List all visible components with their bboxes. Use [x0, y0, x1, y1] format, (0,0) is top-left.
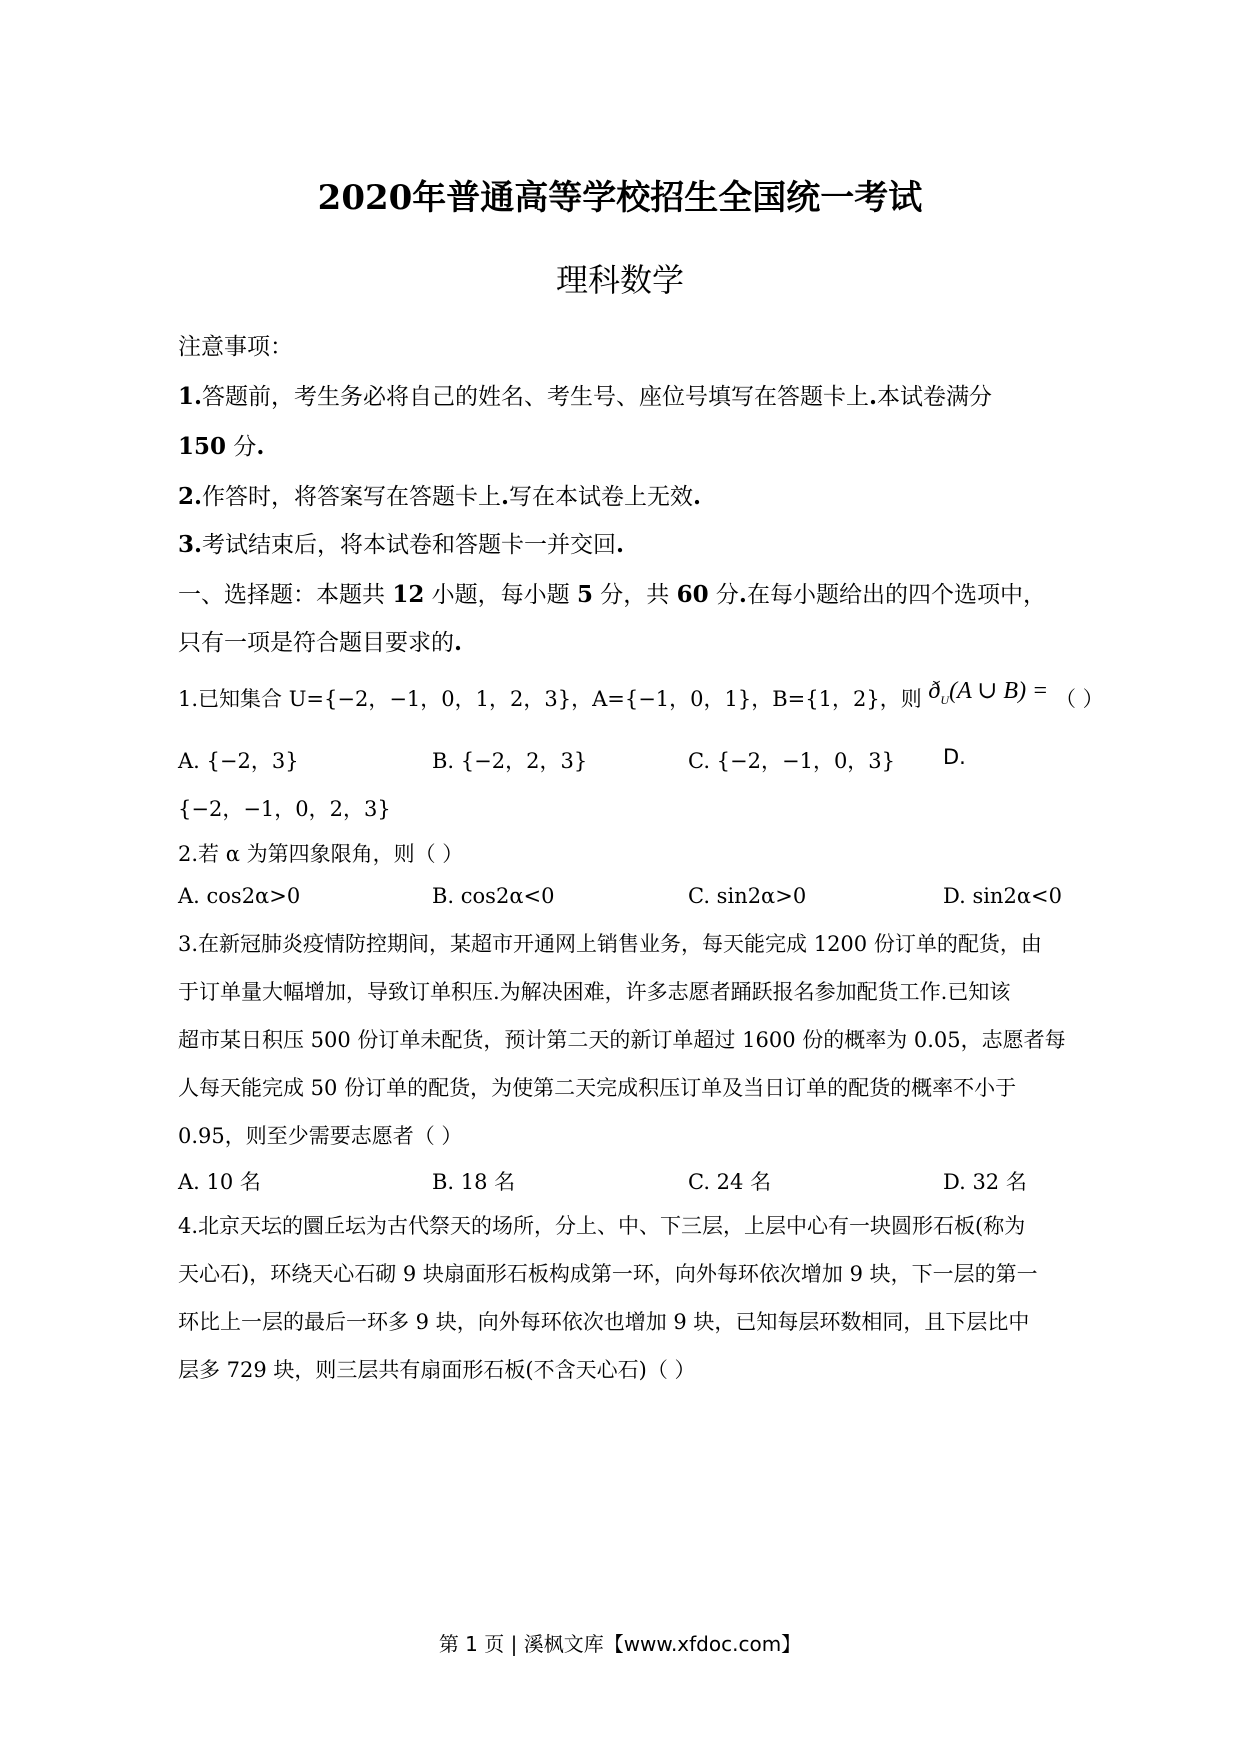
q1-formula-expression: (A ∪ B) = — [949, 678, 1049, 704]
q3-line-1: 3.在新冠肺炎疫情防控期间，某超市开通网上销售业务，每天能完成 1200 份订单的配货，由 — [178, 932, 1042, 956]
notice-item-2-text-b: 写在本试卷上无效 — [509, 484, 694, 510]
page-footer: 第 1 页 | 溪枫文库【www.xfdoc.com】 — [438, 1632, 802, 1656]
section-1-line-2-end: . — [454, 629, 463, 656]
notice-item-1-end: . — [256, 433, 265, 460]
q1-option-d: D. — [943, 745, 966, 769]
q4-line-4: 层多 729 块，则三层共有扇面形石板(不含天心石)（ ） — [178, 1358, 696, 1382]
section-1-line-2: 只有一项是符合题目要求的 — [178, 630, 454, 656]
notice-item-1-dot: . — [869, 383, 878, 410]
q1-answer-blank: （ ） — [1054, 687, 1104, 711]
q4-line-3: 环比上一层的最后一环多 9 块，向外每环依次也增加 9 块，已知每层环数相同，且下层比中 — [178, 1310, 1030, 1334]
section-1-text-e: 在每小题给出的四个选项中， — [746, 582, 1046, 608]
q1-option-d-value: {−2，−1，0，2，3} — [178, 797, 391, 821]
score-each: 5 — [576, 581, 593, 608]
notice-item-2-number: 2. — [178, 483, 203, 510]
notice-item-3 — [178, 526, 1078, 559]
score-unit: 分 — [226, 434, 257, 460]
q2-option-c: C. sin2α>0 — [688, 884, 807, 908]
notice-item-1-number: 1. — [178, 383, 203, 410]
notice-item-1-cont — [178, 428, 1078, 461]
notice-item-1-text-a: 答题前，考生务必将自己的姓名、考生号、座位号填写在答题卡上 — [202, 384, 870, 410]
section-1-text-a: 一、选择题：本题共 — [178, 582, 393, 608]
q2-stem: 2.若 α 为第四象限角，则（ ） — [178, 842, 464, 866]
q1-option-a: A. {−2，3} — [178, 749, 299, 773]
notice-item-3-end: . — [616, 531, 625, 558]
full-score: 150 — [178, 433, 227, 460]
section-1-text-b: 小题，每小题 — [424, 582, 577, 608]
q2-option-d: D. sin2α<0 — [943, 884, 1062, 908]
exam-subject: 理科数学 — [555, 261, 684, 299]
notice-item-2 — [178, 478, 1078, 511]
notice-item-2-text-a: 作答时，将答案写在答题卡上 — [202, 484, 502, 510]
section-1-heading — [178, 576, 1078, 609]
q3-option-b: B. 18 名 — [432, 1170, 516, 1194]
section-1-heading-cont — [178, 624, 1078, 657]
q3-line-2: 于订单量大幅增加，导致订单积压.为解决困难，许多志愿者踊跃报名参加配货工作.已知该 — [178, 980, 1011, 1004]
complement-subscript: U — [940, 692, 950, 707]
q2-option-b: B. cos2α<0 — [432, 884, 555, 908]
q4-line-1: 4.北京天坛的圜丘坛为古代祭天的场所，分上、中、下三层，上层中心有一块圆形石板(称为 — [178, 1214, 1026, 1238]
complement-symbol: ð — [928, 678, 941, 704]
q3-option-d: D. 32 名 — [943, 1170, 1027, 1194]
q3-option-c: C. 24 名 — [688, 1170, 772, 1194]
notice-item-3-text: 考试结束后，将本试卷和答题卡一并交回 — [202, 532, 617, 558]
exam-title: 2020年普通高等学校招生全国统一考试 — [317, 178, 923, 218]
notice-heading: 注意事项： — [178, 334, 293, 360]
q2-option-a: A. cos2α>0 — [178, 884, 301, 908]
section-1-text-d: 分 — [708, 582, 739, 608]
q1-stem-text: 1.已知集合 U={−2，−1，0，1，2，3}，A={−1，0，1}，B={1，2}，则 — [178, 687, 922, 711]
q3-option-a: A. 10 名 — [178, 1170, 261, 1194]
score-total: 60 — [676, 581, 709, 608]
question-count: 12 — [392, 581, 425, 608]
notice-item-2-end: . — [693, 483, 702, 510]
notice-item-3-number: 3. — [178, 531, 203, 558]
notice-item-1-text-b: 本试卷满分 — [877, 384, 993, 410]
q3-line-3: 超市某日积压 500 份订单未配货，预计第二天的新订单超过 1600 份的概率为 0.05，志愿者每 — [178, 1028, 1066, 1052]
section-1-dot: . — [738, 581, 747, 608]
notice-item-1 — [178, 378, 1078, 411]
section-1-text-c: 分，共 — [592, 582, 677, 608]
q1-formula — [928, 678, 1049, 707]
q1-stem — [178, 678, 1104, 716]
q1-option-c: C. {−2，−1，0，3} — [688, 749, 896, 773]
q4-line-2: 天心石)，环绕天心石砌 9 块扇面形石板构成第一环，向外每环依次增加 9 块，下一层的第一 — [178, 1262, 1038, 1286]
notice-item-2-dot: . — [501, 483, 510, 510]
q1-option-b: B. {−2，2，3} — [432, 749, 588, 773]
q3-line-5: 0.95，则至少需要志愿者（ ） — [178, 1124, 463, 1148]
q3-line-4: 人每天能完成 50 份订单的配货，为使第二天完成积压订单及当日订单的配货的概率不小于 — [178, 1076, 1017, 1100]
